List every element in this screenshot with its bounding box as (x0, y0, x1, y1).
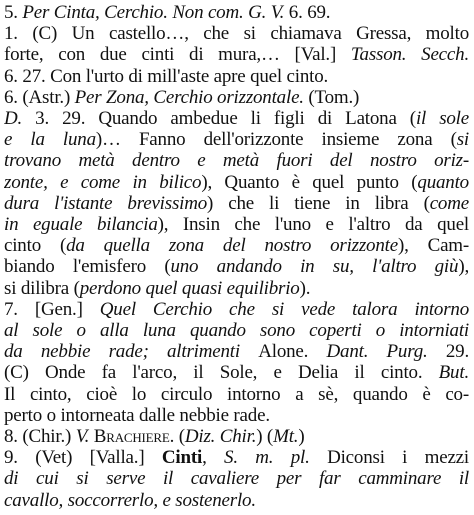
text-segment: Per Zona, Cerchio orizzontale. (74, 86, 309, 108)
text-line (4, 2, 469, 24)
text-segment: V. (75, 426, 94, 447)
text-segment: ) (298, 426, 305, 447)
text-segment: 6. 69. (288, 2, 331, 23)
text-line (4, 108, 469, 130)
text-segment: dura l'istante brevissimo (4, 192, 208, 214)
text-segment: ), Quanto è quel punto ( (201, 171, 418, 193)
text-segment: ) ( (256, 426, 274, 447)
text-segment: trovano metà dentro e metà fuori del nostro oriz- (4, 150, 469, 172)
text-segment: quanto (417, 171, 469, 193)
text-segment: cinto ( (4, 235, 67, 257)
text-line (4, 150, 469, 172)
text-segment: , (202, 447, 225, 469)
text-segment: forte, con due cinti di mura,… [Val.] (4, 44, 351, 66)
text-segment: 9. (Vet) [Valla.] (4, 447, 162, 469)
text-segment: Diconsi i mezzi (327, 447, 469, 469)
text-line (4, 23, 469, 45)
text-line (4, 256, 469, 278)
text-segment: Dant. Purg. (326, 341, 446, 363)
text-line (4, 447, 469, 469)
text-segment: Il cinto, cioè lo circulo intorno a sè, quando è co- (4, 383, 469, 405)
text-line (4, 320, 469, 342)
text-segment: ) che li tiene in libra ( (207, 192, 430, 214)
text-segment: perdono quel quasi equilibrio (79, 277, 300, 299)
text-segment: Tasson. Secch. (350, 44, 469, 66)
text-segment: cavallo, soccorrerlo, e sostenerlo. (4, 489, 256, 511)
text-segment: uno andando in su, l'altro giù (170, 256, 459, 278)
text-segment: da nebbie rade; altrimenti (4, 341, 259, 363)
text-line (4, 193, 469, 215)
text-segment: Per Cinta, Cerchio. Non com. G. V. (22, 2, 289, 23)
text-line (4, 87, 469, 109)
text-segment: di cui si serve il cavaliere per far camminare il (4, 468, 469, 490)
text-line (4, 278, 469, 300)
text-segment: Cinti (161, 447, 203, 469)
text-segment: 6. 27. Con l'urto di mill'aste apre quel cinto. (4, 65, 329, 87)
text-segment: (C) Onde fa l'arco, il Sole, e Delia il cinto. (4, 362, 439, 384)
text-line (4, 235, 469, 257)
text-segment: da quella zona del nostro orizzonte (66, 235, 398, 257)
text-segment: si dilibra ( (4, 277, 80, 299)
text-segment: perto o intorneata dalle nebbie rade. (4, 404, 270, 426)
text-segment: 3. 29. Quando ambedue li figli di Latona ( (35, 108, 416, 129)
text-segment: D. (4, 108, 36, 129)
text-segment: Brachiere (93, 426, 170, 447)
text-line (4, 299, 469, 321)
text-segment: come (429, 192, 469, 214)
text-segment: Mt. (273, 426, 299, 447)
text-segment: Diz. Chir. (184, 426, 257, 447)
text-segment: in eguale bilancia (4, 214, 158, 235)
text-segment: il sole (415, 108, 469, 129)
text-line (4, 341, 469, 363)
text-segment: biando l'emisfero ( (4, 256, 171, 278)
text-segment: e la luna (4, 129, 96, 151)
text-segment: ), Insin che l'uno e l'altro da quel (157, 214, 469, 235)
text-segment: 7. [Gen.] (4, 298, 100, 320)
text-segment: )… Fanno dell'orizzonte insieme zona ( (95, 129, 457, 151)
text-segment: 5. (4, 2, 23, 23)
text-segment: Quel Cerchio che si vede talora intorno (99, 298, 469, 320)
text-segment: . ( (169, 426, 185, 447)
text-line (4, 214, 469, 236)
text-segment: S. m. pl. (224, 447, 328, 469)
text-line (4, 44, 469, 66)
text-segment: ). (299, 277, 311, 299)
text-line (4, 468, 469, 490)
text-segment: Alone. (258, 341, 327, 363)
text-segment: si (456, 129, 469, 151)
text-line (4, 405, 469, 427)
text-segment: 6. (Astr.) (4, 86, 75, 108)
text-line (4, 490, 469, 512)
text-line (4, 66, 469, 88)
text-segment: 1. (C) Un castello…, che si chiamava Gressa, molto (4, 23, 469, 45)
text-line (4, 362, 469, 384)
text-segment: 29. (445, 341, 469, 363)
text-segment: ), (458, 256, 469, 278)
text-line (4, 129, 469, 151)
text-line (4, 384, 469, 406)
text-segment: al sole o alla luna quando sono coperti o intorniati (4, 320, 469, 341)
text-segment: zonte, e come in bilico (4, 171, 202, 193)
text-segment: (Tom.) (308, 86, 360, 108)
text-segment: 8. (Chir.) (4, 426, 76, 447)
text-segment: But. (438, 362, 469, 384)
text-line (4, 426, 469, 448)
text-segment: ), Cam- (397, 235, 469, 257)
text-line (4, 172, 469, 194)
